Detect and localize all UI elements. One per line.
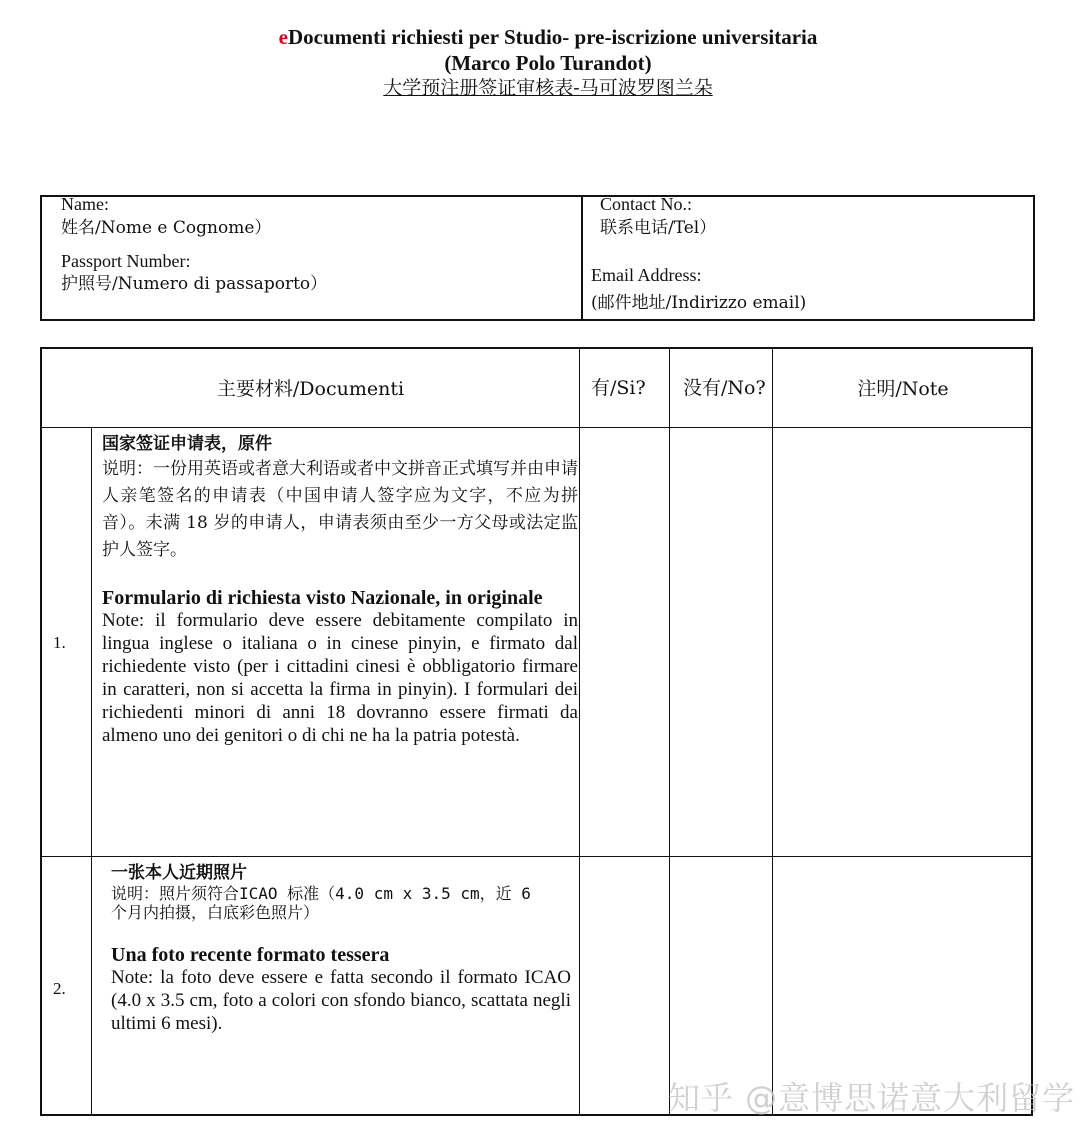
- document-cell: [111, 862, 571, 1035]
- passport-label-local: 护照号/Numero di passaporto）: [61, 274, 328, 294]
- watermark: 知乎 @意博思诺意大利留学: [668, 1079, 1076, 1117]
- header-note: 注明/Note: [857, 378, 949, 400]
- name-label: Name:: [61, 194, 109, 214]
- document-cell: [102, 432, 578, 747]
- yes-column-line: [579, 349, 580, 1116]
- document-title-cn: 国家签证申请表，原件: [102, 434, 272, 454]
- row-number: 2.: [53, 979, 66, 998]
- row-number: 1.: [53, 633, 66, 652]
- header-documents: 主要材料/Documenti: [216, 378, 405, 400]
- document-note-it: Note: la foto deve essere e fatta secondo il formato ICAO (4.0 x 3.5 cm, foto a colori con sfondo bianco, scattata negli ultimi 6 mesi).: [111, 967, 571, 1034]
- number-column-line: [91, 428, 92, 1116]
- document-note-cn: 说明：一份用英语或者意大利语或者中文拼音正式填写并由申请人亲笔签名的申请表（中国申请人签字应为文字，不应为拼音）。未满 18 岁的申请人，申请表须由至少一方父母或法定监护人签字。: [102, 459, 578, 560]
- title-line2: (Marco Polo Turandot): [444, 51, 652, 75]
- row-separator-line: [42, 856, 1033, 857]
- contact-label-local: 联系电话/Tel）: [600, 218, 717, 238]
- header-yes: 有/Si?: [591, 377, 646, 399]
- documents-table: [40, 347, 1033, 1116]
- info-divider: [581, 197, 583, 319]
- title-prefix: e: [278, 25, 288, 49]
- document-title: [0, 24, 1080, 50]
- passport-label: Passport Number:: [61, 251, 191, 271]
- document-title-cn: 一张本人近期照片: [111, 863, 247, 883]
- header-row-line: [42, 427, 1033, 428]
- document-note-it: Note: il formulario deve essere debitamente compilato in lingua inglese o italiana o in cinese pinyin, e firmato dal richiedente visto (per i cittadini cinesi è obbligatorio firmare in caratteri, non si accetta la firma in pinyin). I formulari dei richiedenti minori di anni 18 dovranno essere firmati da almeno uno dei genitori o di chi ne ha la patria potestà.: [102, 610, 578, 746]
- document-title-it: Una foto recente formato tessera: [111, 944, 390, 966]
- email-label-local: (邮件地址/Indirizzo email): [591, 293, 807, 313]
- applicant-info-box: [40, 195, 1035, 321]
- email-label: Email Address:: [591, 265, 702, 285]
- subtitle-cn: 大学预注册签证审核表-马可波罗图兰朵: [383, 77, 713, 99]
- name-label-local: 姓名/Nome e Cognome）: [61, 218, 272, 238]
- document-header: [0, 24, 1080, 100]
- title-text: Documenti richiesti per Studio- pre-iscrizione universitaria: [287, 25, 818, 49]
- contact-label: Contact No.:: [600, 194, 692, 214]
- no-column-line: [669, 349, 670, 1116]
- document-title-it: Formulario di richiesta visto Nazionale, in originale: [102, 587, 543, 609]
- document-note-cn: 说明：照片须符合ICAO 标准（4.0 cm x 3.5 cm，近 6 个月内拍摄，白底彩色照片）: [111, 884, 531, 922]
- note-column-line: [772, 349, 773, 1116]
- header-no: 没有/No?: [683, 377, 766, 399]
